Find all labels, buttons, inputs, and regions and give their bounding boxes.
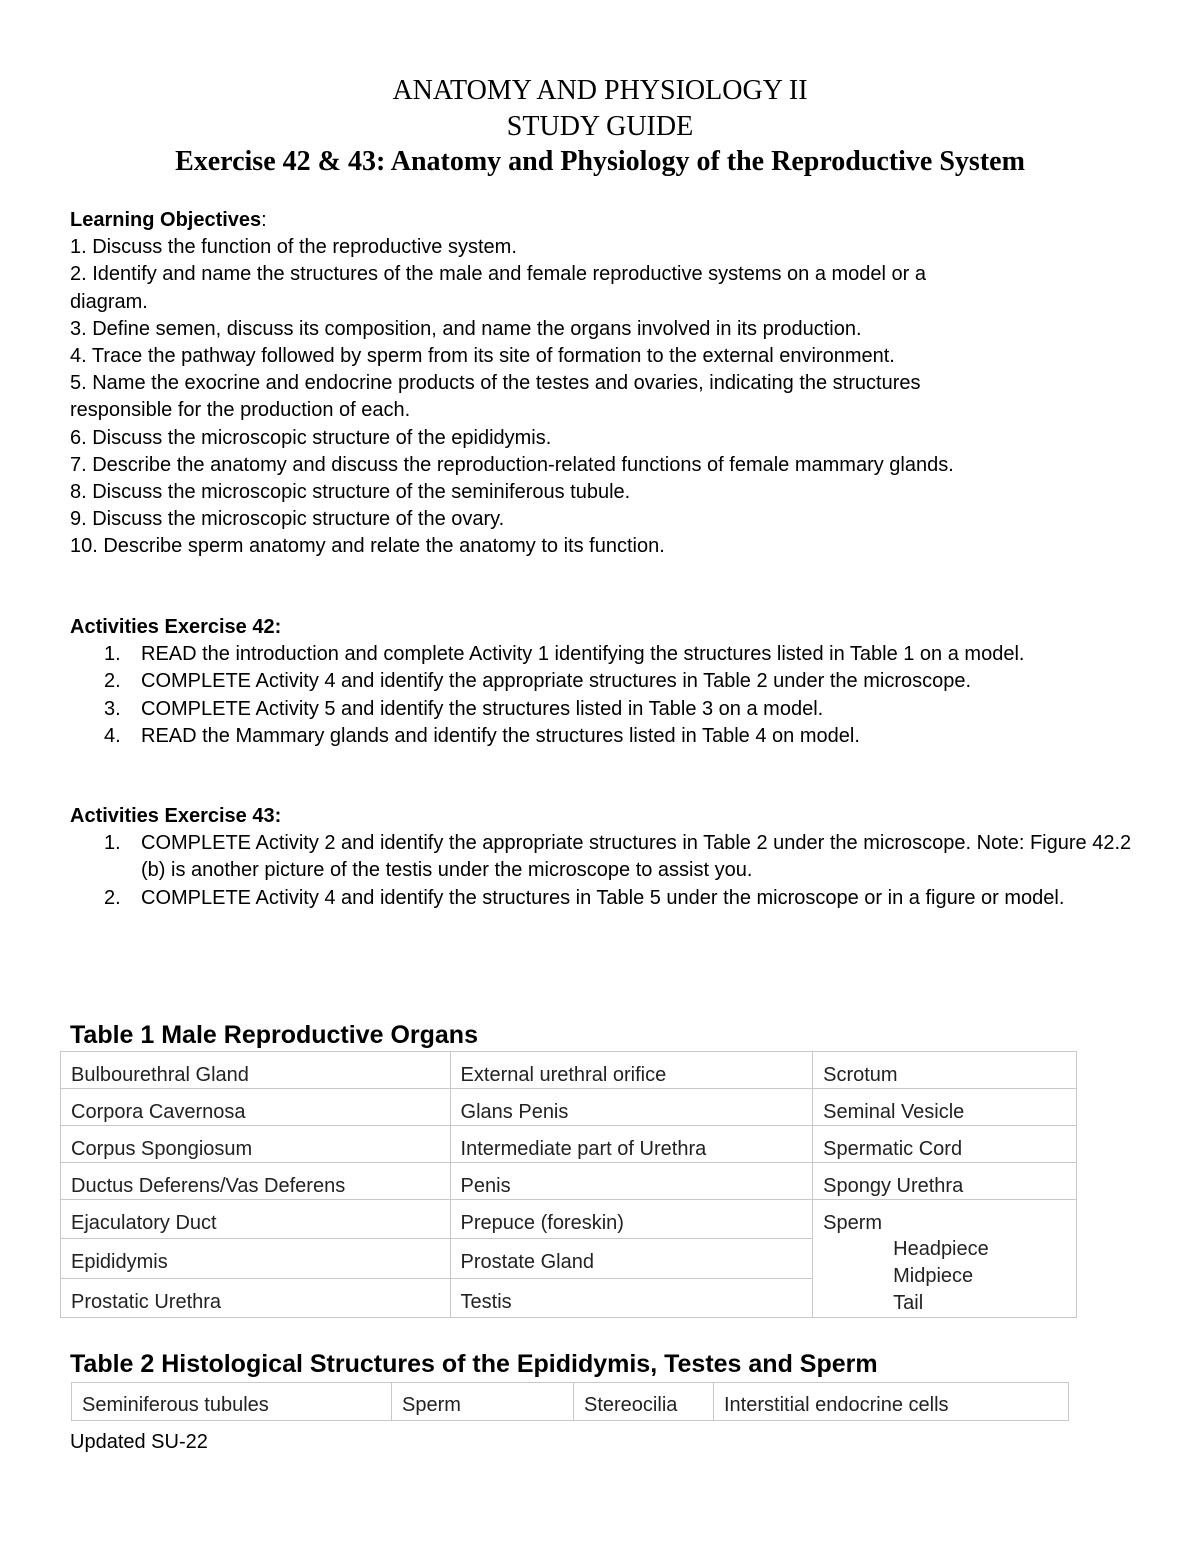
table-row — [61, 1126, 1077, 1163]
activities-43 — [70, 803, 1140, 912]
list-item — [70, 641, 1140, 668]
table-row — [61, 1200, 1077, 1239]
exercise-title: Exercise 42 & 43: Anatomy and Physiology of the Reproductive System — [175, 146, 1025, 177]
objective-line: 4. Trace the pathway followed by sperm from its site of formation to the external environment. — [70, 345, 895, 368]
objectives-heading-line — [70, 207, 1140, 234]
objective-line: 5. Name the exocrine and endocrine products of the testes and ovaries, indicating the structures — [70, 372, 921, 395]
objective-line: 1. Discuss the function of the reproductive system. — [70, 236, 517, 259]
activities-42-heading: Activities Exercise 42: — [70, 616, 282, 638]
activities-43-list — [70, 830, 1140, 912]
table-row — [72, 1383, 1069, 1421]
objective-line: 10. Describe sperm anatomy and relate the anatomy to its function. — [70, 535, 665, 558]
item-number: 1. — [104, 832, 121, 855]
table-cell: Prepuce (foreskin) — [450, 1200, 813, 1239]
list-item — [70, 723, 1140, 750]
table-cell: Stereocilia — [574, 1383, 714, 1421]
table-cell: Sperm — [392, 1383, 574, 1421]
table-cell: Intermediate part of Urethra — [450, 1126, 813, 1163]
table-cell: Spermatic Cord — [813, 1126, 1077, 1163]
item-text: READ the Mammary glands and identify the structures listed in Table 4 on model. — [141, 724, 860, 747]
table-cell: Interstitial endocrine cells — [714, 1383, 1069, 1421]
objective-line: 8. Discuss the microscopic structure of the seminiferous tubule. — [70, 481, 631, 504]
table-cell: Epididymis — [61, 1239, 451, 1278]
objective-line: 9. Discuss the microscopic structure of the ovary. — [70, 508, 505, 531]
table-cell: Penis — [450, 1163, 813, 1200]
table-cell: Prostatic Urethra — [61, 1278, 451, 1317]
list-item — [70, 696, 1140, 723]
sperm-cell — [813, 1200, 1077, 1318]
list-item — [70, 885, 1140, 912]
activities-42 — [70, 614, 1140, 750]
table-cell: Corpus Spongiosum — [61, 1126, 451, 1163]
table2-title: Table 2 Histological Structures of the Epididymis, Testes and Sperm — [70, 1350, 878, 1378]
table-row — [61, 1052, 1077, 1089]
objective-line: 7. Describe the anatomy and discuss the reproduction-related functions of female mammary glands. — [70, 453, 954, 476]
sperm-part: Tail — [893, 1292, 924, 1314]
objective-line: 3. Define semen, discuss its composition, and name the organs involved in its production. — [70, 317, 862, 340]
objective-line: diagram. — [70, 290, 148, 313]
objective-line: 6. Discuss the microscopic structure of the epididymis. — [70, 426, 552, 449]
activities-42-list — [70, 641, 1140, 750]
table1-title: Table 1 Male Reproductive Organs — [70, 1021, 478, 1049]
table-cell: Testis — [450, 1278, 813, 1317]
activities-43-heading: Activities Exercise 43: — [70, 805, 282, 827]
table-cell: Prostate Gland — [450, 1239, 813, 1278]
histology-table — [71, 1382, 1069, 1421]
item-text: COMPLETE Activity 2 and identify the appropriate structures in Table 2 under the microscope. Note: Figure 42.2 (b) is another picture of the testis under the microscope to assist you. — [141, 832, 1132, 882]
objective-line: responsible for the production of each. — [70, 399, 411, 422]
item-text: COMPLETE Activity 4 and identify the appropriate structures in Table 2 under the microscope. — [141, 670, 972, 693]
objectives-heading: Learning Objectives — [70, 209, 262, 231]
table-cell: Ductus Deferens/Vas Deferens — [61, 1163, 451, 1200]
updated-footer: Updated SU-22 — [70, 1431, 208, 1453]
sperm-label: Sperm — [823, 1212, 883, 1234]
table-row — [61, 1163, 1077, 1200]
item-text: COMPLETE Activity 5 and identify the structures listed in Table 3 on a model. — [141, 697, 824, 720]
sperm-part: Headpiece — [893, 1238, 989, 1260]
table-row — [61, 1089, 1077, 1126]
table-cell: Corpora Cavernosa — [61, 1089, 451, 1126]
list-item — [70, 668, 1140, 695]
guide-title: STUDY GUIDE — [506, 111, 694, 142]
list-item — [70, 830, 1140, 884]
sperm-part: Midpiece — [893, 1265, 974, 1287]
table-cell: Scrotum — [813, 1052, 1077, 1089]
item-number: 2. — [104, 670, 121, 693]
item-text: COMPLETE Activity 4 and identify the structures in Table 5 under the microscope or in a figure or model. — [141, 886, 1065, 909]
item-number: 1. — [104, 643, 121, 666]
table-cell: Spongy Urethra — [813, 1163, 1077, 1200]
item-number: 2. — [104, 886, 121, 909]
objective-line: 2. Identify and name the structures of the male and female reproductive systems on a model or a — [70, 263, 927, 286]
item-text: READ the introduction and complete Activity 1 identifying the structures listed in Table 1 on a model. — [141, 643, 1025, 666]
course-title: ANATOMY AND PHYSIOLOGY II — [392, 75, 808, 106]
table-cell: Seminal Vesicle — [813, 1089, 1077, 1126]
table-cell: Glans Penis — [450, 1089, 813, 1126]
male-organs-table — [60, 1051, 1077, 1318]
table-cell: Ejaculatory Duct — [61, 1200, 451, 1239]
learning-objectives — [70, 207, 1140, 561]
table-cell: External urethral orifice — [450, 1052, 813, 1089]
table-cell: Seminiferous tubules — [72, 1383, 392, 1421]
objectives-heading-colon: : — [261, 209, 267, 231]
item-number: 3. — [104, 697, 121, 720]
table-cell: Bulbourethral Gland — [61, 1052, 451, 1089]
item-number: 4. — [104, 724, 121, 747]
